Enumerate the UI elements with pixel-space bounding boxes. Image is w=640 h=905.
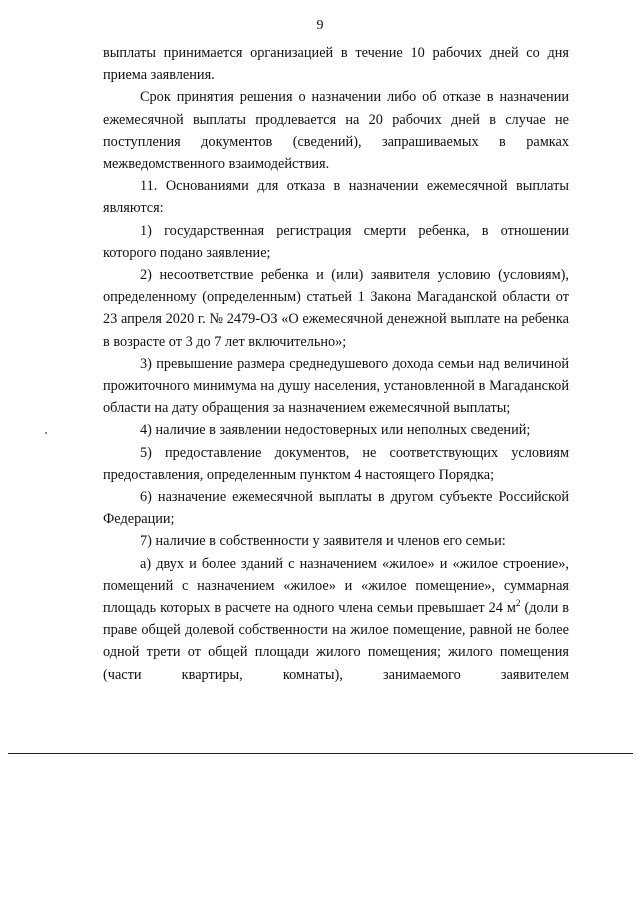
text-run: (доли в праве общей долевой собственности на жилое помещение, равной не более одной трети от общей площади жилого помещения; жилого помещения (части квартиры, комнаты), занимаемого заявителем — [103, 600, 569, 683]
paragraph: выплаты принимается организацией в течение 10 рабочих дней со дня приема заявления. — [103, 45, 569, 84]
paragraph: 7) наличие в собственности у заявителя и членов его семьи: — [140, 533, 506, 550]
scan-speck — [45, 432, 47, 434]
paragraph: 11. Основаниями для отказа в назначении ежемесячной выплаты являются: — [103, 178, 569, 217]
paragraph: 5) предоставление документов, не соответствующих условиям предоставления, определенным пунктом 4 настоящего Порядка; — [103, 444, 569, 483]
document-body — [103, 42, 569, 686]
paragraph: 3) превышение размера среднедушевого дохода семьи над величиной прожиточного минимума на душу населения, установленной в Магаданской области на дату обращения за назначением ежемесячной выплаты; — [103, 355, 569, 417]
paragraph-continued — [103, 553, 569, 686]
paragraph: 1) государственная регистрация смерти ребенка, в отношении которого подано заявление; — [103, 222, 569, 261]
paragraph: 2) несоответствие ребенка и (или) заявителя условию (условиям), определенному (определенным) статьей 1 Закона Магаданской области от 23 апреля 2020 г. № 2479-ОЗ «О ежемесячной денежной выплате на ребенка в возрасте от 3 до 7 лет включительно»; — [103, 267, 569, 350]
paragraph: 6) назначение ежемесячной выплаты в другом субъекте Российской Федерации; — [103, 489, 569, 528]
paragraph: 4) наличие в заявлении недостоверных или неполных сведений; — [140, 422, 531, 439]
text-run: а) двух и более зданий с назначением «жилое» и «жилое строение», помещений с назначением «жилое» и «жилое помещение», суммарная площадь которых в расчете на одного члена семьи превышает 24 м — [103, 555, 569, 617]
page-bottom-rule — [8, 753, 633, 754]
superscript: 2 — [515, 598, 521, 609]
page-number: 9 — [316, 18, 324, 33]
paragraph: Срок принятия решения о назначении либо об отказе в назначении ежемесячной выплаты продлевается на 20 рабочих дней в случае не поступления документов (сведений), запрашиваемых в рамках межведомственного взаимодействия. — [103, 89, 569, 173]
